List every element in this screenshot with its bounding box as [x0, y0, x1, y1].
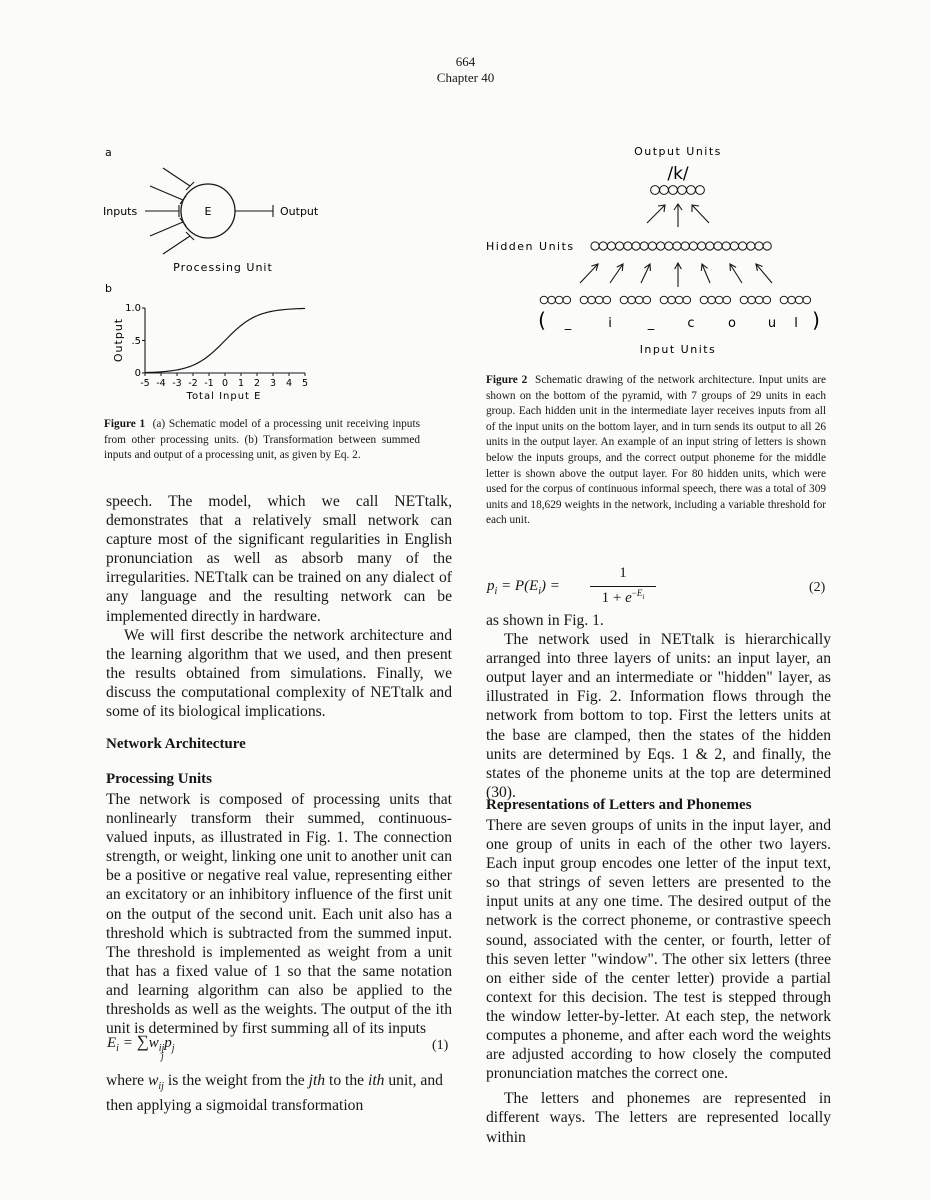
input-unit — [780, 296, 788, 304]
hidden-unit — [698, 242, 706, 250]
output-units-label: Output Units — [634, 145, 722, 158]
hidden-unit — [681, 242, 689, 250]
subsection-heading: Processing Units — [106, 771, 212, 787]
y-tick-label: .5 — [131, 336, 141, 347]
y-tick-label: 0 — [134, 368, 141, 379]
hidden-unit — [689, 242, 697, 250]
input-letter: i — [608, 316, 612, 331]
hidden-unit — [632, 242, 640, 250]
input-unit — [548, 296, 556, 304]
connection-arrow — [580, 264, 598, 283]
output-unit — [696, 186, 705, 195]
input-unit — [580, 296, 588, 304]
figure-1-caption — [104, 417, 420, 464]
equation-2: $p_i = P(E_i)$ = 1 $1 + e^{-E_i}$ — [487, 565, 797, 605]
input-unit — [715, 296, 723, 304]
output-unit — [651, 186, 660, 195]
caption-label: Figure 1 — [104, 418, 146, 430]
output-arrows — [647, 204, 709, 227]
paragraph: The network used in NETtalk is hierarchically arranged into three layers of units: an input layer, an output layer and an intermediate or "hidden" layer, as illustrated in Fig. 2. Information flows through the network from bottom to top. First the letters units at the base are clamped, then the states of the hidden units are determined by Eqs. 1 & 2, and finally, the states of the phoneme units at the top are determined (30). — [486, 631, 831, 801]
input-letter: u — [767, 316, 777, 331]
x-tick-label: -5 — [140, 378, 150, 389]
x-axis-label: Total Input E — [186, 391, 262, 402]
paragraph: The letters and phonemes are represented in different ways. The letters are represented locally within — [486, 1090, 831, 1146]
input-unit — [700, 296, 708, 304]
hidden-unit — [624, 242, 632, 250]
page-number: 664 — [455, 54, 476, 69]
x-tick-label: -4 — [156, 378, 166, 389]
input-unit — [795, 296, 803, 304]
hidden-layer — [591, 242, 771, 250]
hidden-unit — [657, 242, 665, 250]
input-unit — [588, 296, 596, 304]
connection-arrow — [756, 264, 772, 283]
output-unit — [678, 186, 687, 195]
right-column-cont — [486, 816, 831, 1147]
hidden-unit — [673, 242, 681, 250]
hidden-unit — [739, 242, 747, 250]
input-layer — [540, 296, 810, 304]
x-tick-label: -3 — [172, 378, 182, 389]
input-unit — [668, 296, 676, 304]
hidden-units-label: Hidden Units — [486, 240, 575, 253]
paragraph: There are seven groups of units in the input layer, and one group of units in each of the other two layers. Each input group encodes one letter of the input text, so that strings of seven letters are presented to the input units at any one time. The desired output of the network is the correct phoneme, or contrastive speech sound, associated with the center, or fourth, letter of this seven letter "window". The other six letters (three on either side of the center letter) provide a partial context for this decision. The test is stepped through the window letter-by-letter. At each step, the network computes a phoneme, and after each word the weights are adjusted according to how closely the computed pronunciation matches the correct one. — [486, 817, 831, 1083]
input-unit — [683, 296, 691, 304]
input-units-label: Input Units — [639, 343, 717, 356]
section-heading: Representations of Letters and Phonemes — [486, 797, 752, 813]
output-unit — [687, 186, 696, 195]
y-tick-label: 1.0 — [125, 303, 141, 314]
x-tick-label: 4 — [285, 378, 293, 389]
x-tick-label: 2 — [253, 378, 261, 389]
input-unit — [555, 296, 563, 304]
hidden-arrows — [580, 263, 772, 287]
arrow-head — [730, 264, 736, 271]
chapter-label: Chapter 40 — [436, 70, 495, 85]
input-unit — [788, 296, 796, 304]
input-unit — [675, 296, 683, 304]
arrow-head — [617, 264, 623, 271]
paragraph: where $w_{ij}$ is the weight from the jth to the ith unit, and then applying a sigmoidal transformation — [106, 1072, 443, 1115]
input-unit — [635, 296, 643, 304]
input-unit — [748, 296, 756, 304]
right-column — [486, 611, 831, 802]
caption-label: Figure 2 — [486, 374, 528, 386]
equation-1: $E_i = \sum w_{ij}p_j$ j — [107, 1032, 175, 1062]
input-unit — [660, 296, 668, 304]
section-heading: Network Architecture — [106, 736, 246, 752]
x-ticks — [140, 308, 308, 389]
sigmoid-chart — [112, 303, 308, 402]
left-column-end — [106, 1071, 452, 1115]
hidden-unit — [763, 242, 771, 250]
hidden-unit — [607, 242, 615, 250]
input-unit — [755, 296, 763, 304]
input-letters — [538, 308, 820, 332]
paragraph: as shown in Fig. 1. — [486, 612, 604, 629]
hidden-unit — [640, 242, 648, 250]
figure-2 — [480, 140, 825, 365]
inputs-label: Inputs — [103, 205, 138, 218]
input-letter: ( — [538, 308, 546, 332]
hidden-unit — [599, 242, 607, 250]
input-unit — [620, 296, 628, 304]
input-unit — [708, 296, 716, 304]
x-tick-label: 1 — [237, 378, 245, 389]
x-tick-label: 5 — [301, 378, 309, 389]
input-unit — [723, 296, 731, 304]
hidden-unit — [714, 242, 722, 250]
input-letter: _ — [564, 316, 572, 331]
input-unit — [628, 296, 636, 304]
input-unit — [803, 296, 811, 304]
input-unit — [643, 296, 651, 304]
left-column-cont — [106, 790, 452, 1038]
figure-1b-label: b — [105, 282, 112, 295]
hidden-unit — [648, 242, 656, 250]
figure-1 — [95, 140, 430, 405]
output-unit — [669, 186, 678, 195]
paragraph: speech. The model, which we call NETtalk, demonstrates that a relatively small network can capture most of the significant regularities in English pronunciation as well as absorb many of the irregularities. NETtalk can be trained on any dialect of any language and the resulting network can be implemented directly in hardware. — [106, 493, 452, 625]
hidden-unit — [755, 242, 763, 250]
hidden-unit — [706, 242, 714, 250]
processing-unit-label: Processing Unit — [173, 261, 273, 274]
output-label: Output — [280, 205, 319, 218]
output-unit — [660, 186, 669, 195]
figure-2-caption — [486, 373, 826, 529]
hidden-unit — [591, 242, 599, 250]
hidden-unit — [747, 242, 755, 250]
hidden-unit — [616, 242, 624, 250]
input-unit — [763, 296, 771, 304]
x-tick-label: 0 — [221, 378, 229, 389]
unit-label: E — [204, 205, 212, 218]
caption-text: (a) Schematic model of a processing unit receiving inputs from other processing units. (b) Transformation between summed inputs and output of a processing unit, as given by Eq. 2. — [104, 418, 420, 462]
input-letter: o — [728, 316, 736, 331]
hidden-unit — [722, 242, 730, 250]
sigmoid-curve — [145, 308, 305, 372]
input-unit — [540, 296, 548, 304]
paragraph: We will first describe the network architecture and the learning algorithm that we used, and then present the results obtained from simulations. Finally, we discuss the computational complexity of NETtalk and some of its biological implications. — [106, 626, 452, 721]
input-unit — [595, 296, 603, 304]
hidden-unit — [665, 242, 673, 250]
paragraph: The network is composed of processing units that nonlinearly transform their summed, continuous-valued inputs, as illustrated in Fig. 1. The connection strength, or weight, linking one unit to another unit can be a positive or negative real value, representing either an excitatory or an inhibitory influence of the first unit on the output of the second unit. Each unit also has a threshold which is subtracted from the summed input. The threshold is implemented as weight from a unit that has a fixed value of 1 so that the same notation and learning algorithm can also be applied to the thresholds as well as the weights. The output of the ith unit is determined by first summing all of its inputs — [106, 791, 452, 1038]
y-axis-label: Output — [112, 317, 125, 363]
equation-1-number: (1) — [432, 1038, 449, 1053]
left-column — [106, 492, 452, 721]
hidden-unit — [730, 242, 738, 250]
input-unit — [603, 296, 611, 304]
x-tick-label: -2 — [188, 378, 198, 389]
input-unit — [740, 296, 748, 304]
input-unit — [563, 296, 571, 304]
equation-2-number: (2) — [809, 580, 826, 595]
connection-arrow — [610, 264, 623, 283]
figure-1a-label: a — [105, 146, 112, 159]
input-letter: _ — [647, 316, 655, 331]
caption-text: Schematic drawing of the network architecture. Input units are shown on the bottom of the pyramid, with 7 groups of 29 units in each group. Each hidden unit in the intermediate layer receives inputs from all of the input units on the bottom layer, and in turn sends its output to all 26 units in the output layer. An example of an input string of letters is shown below the inputs groups, and the correct output phoneme for the middle letter is shown above the output layer. For 80 hidden units, which were used for the corpus of continuous informal speech, there was a total of 309 units and 18,629 weights in the network, including a variable threshold for each unit. — [486, 374, 826, 527]
output-layer — [651, 186, 705, 195]
x-tick-label: 3 — [269, 378, 277, 389]
input-letter: c — [687, 316, 695, 331]
phoneme-label: /k/ — [667, 164, 689, 184]
input-letter: ) — [812, 308, 820, 332]
x-tick-label: -1 — [204, 378, 214, 389]
input-letter: l — [794, 316, 798, 331]
